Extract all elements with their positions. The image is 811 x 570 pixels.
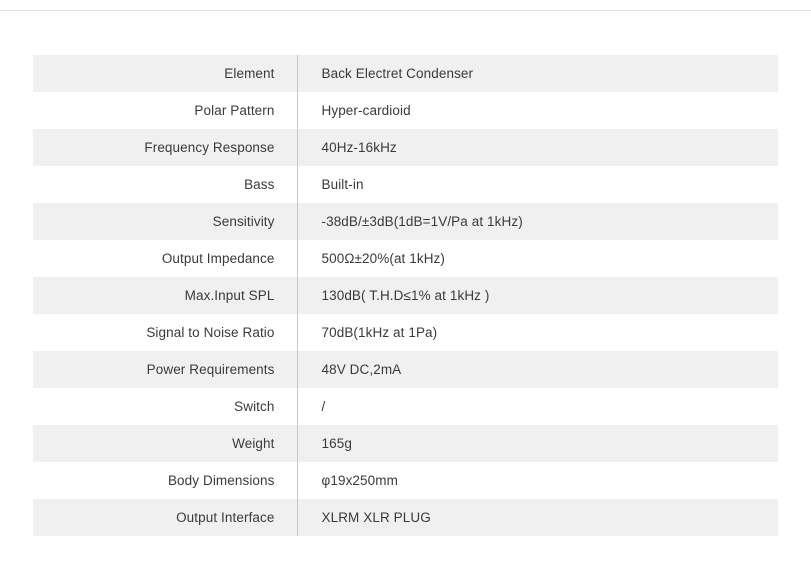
spec-value: 500Ω±20%(at 1kHz) (297, 240, 778, 277)
spec-value: Back Electret Condenser (297, 55, 778, 92)
spec-value: Built-in (297, 166, 778, 203)
spec-label: Output Impedance (33, 240, 297, 277)
spec-label: Power Requirements (33, 351, 297, 388)
table-row (33, 55, 778, 92)
table-row (33, 203, 778, 240)
spec-label: Output Interface (33, 499, 297, 536)
spec-label: Frequency Response (33, 129, 297, 166)
table-row (33, 462, 778, 499)
spec-value: 165g (297, 425, 778, 462)
spec-label: Weight (33, 425, 297, 462)
table-row (33, 499, 778, 536)
table-row (33, 240, 778, 277)
top-divider (0, 10, 811, 11)
spec-label: Element (33, 55, 297, 92)
spec-value: 70dB(1kHz at 1Pa) (297, 314, 778, 351)
spec-value: 130dB( T.H.D≤1% at 1kHz ) (297, 277, 778, 314)
spec-value: -38dB/±3dB(1dB=1V/Pa at 1kHz) (297, 203, 778, 240)
spec-value: 48V DC,2mA (297, 351, 778, 388)
table-row (33, 388, 778, 425)
spec-value: 40Hz-16kHz (297, 129, 778, 166)
specification-table (33, 55, 778, 536)
spec-label: Bass (33, 166, 297, 203)
spec-label: Polar Pattern (33, 92, 297, 129)
spec-label: Sensitivity (33, 203, 297, 240)
spec-label: Body Dimensions (33, 462, 297, 499)
table-row (33, 166, 778, 203)
spec-label: Max.Input SPL (33, 277, 297, 314)
spec-value: φ19x250mm (297, 462, 778, 499)
table-row (33, 277, 778, 314)
spec-label: Switch (33, 388, 297, 425)
spec-value: XLRM XLR PLUG (297, 499, 778, 536)
table-row (33, 129, 778, 166)
table-row (33, 425, 778, 462)
spec-label: Signal to Noise Ratio (33, 314, 297, 351)
table-row (33, 351, 778, 388)
spec-value: / (297, 388, 778, 425)
table-row (33, 314, 778, 351)
spec-value: Hyper-cardioid (297, 92, 778, 129)
specification-table-body (33, 55, 778, 536)
table-row (33, 92, 778, 129)
